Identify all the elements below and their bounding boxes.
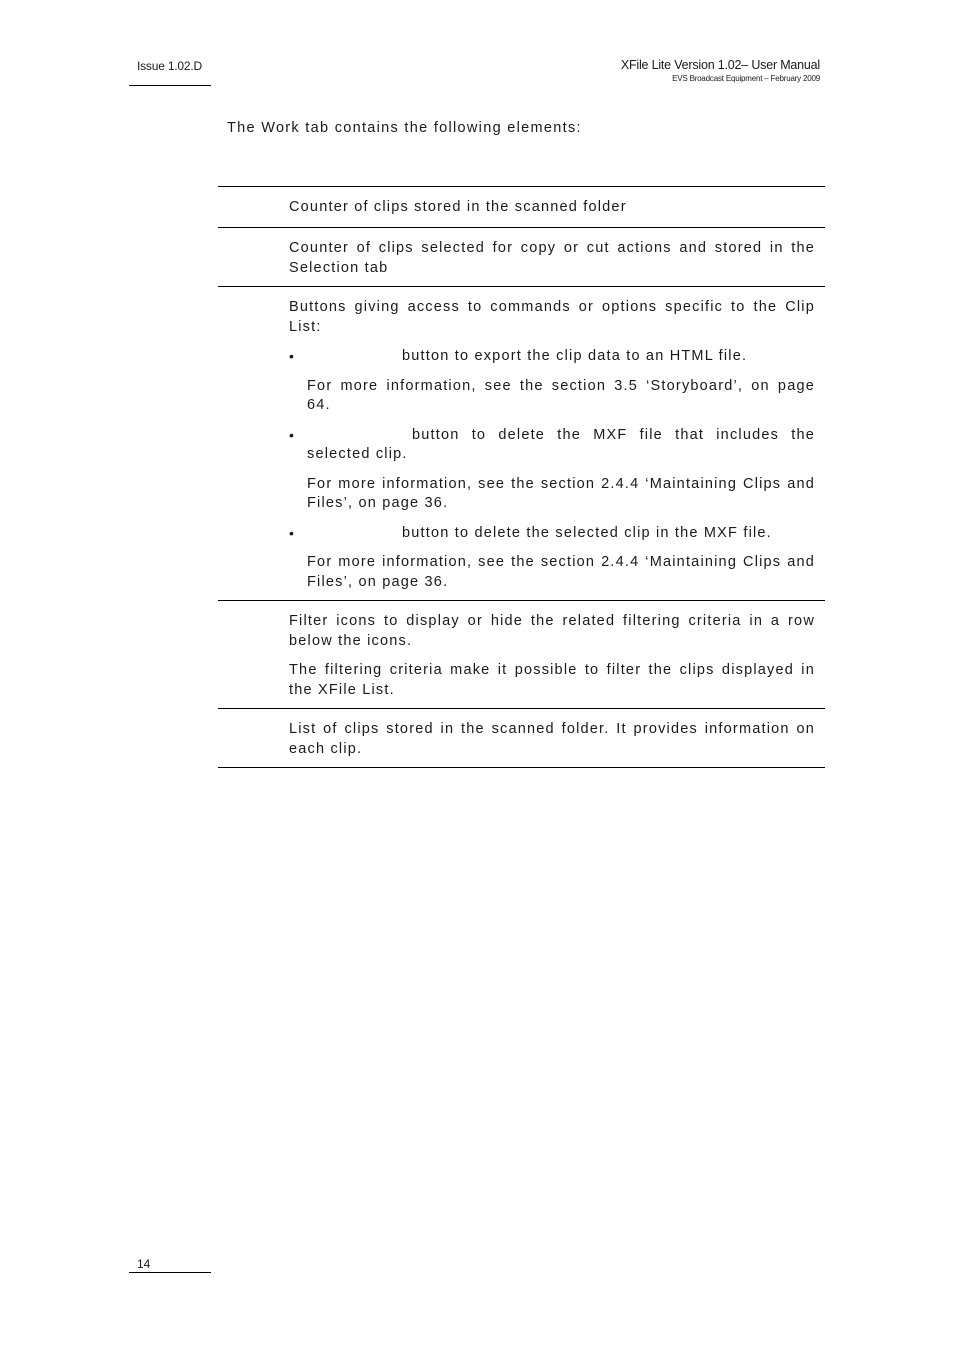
bullet-reference: For more information, see the section 3.5 ‘Storyboard’, on page 64. (307, 377, 815, 413)
elements-table (218, 186, 825, 768)
list-item (289, 347, 815, 367)
header-rule (129, 85, 211, 86)
bullet-reference: For more information, see the section 2.4.4 ‘Maintaining Clips and Files’, on page 36. (307, 475, 815, 511)
table-row (218, 601, 825, 709)
list-item (289, 426, 815, 465)
row-description: Counter of clips selected for copy or cut actions and stored in the Selection tab (289, 240, 815, 276)
row-description: Buttons giving access to commands or options specific to the Clip List: (289, 299, 815, 335)
header-block (621, 58, 820, 83)
bullet-text: button to export the clip data to an HTML file. (402, 348, 748, 364)
footer-rule (129, 1272, 211, 1273)
issue-label: Issue 1.02.D (137, 59, 202, 73)
bullet-icon: • (289, 524, 296, 541)
table-row (218, 187, 825, 228)
table-row (218, 228, 825, 287)
page-number: 14 (137, 1257, 151, 1271)
bullet-reference: For more information, see the section 2.4.4 ‘Maintaining Clips and Files’, on page 36. (307, 554, 815, 590)
row-description: Counter of clips stored in the scanned folder (289, 199, 627, 215)
row-description: List of clips stored in the scanned folder. It provides information on each clip. (289, 721, 815, 757)
table-row (218, 709, 825, 768)
table-row (218, 287, 825, 601)
bullet-icon: • (289, 348, 296, 364)
manual-subtitle: EVS Broadcast Equipment – February 2009 (672, 74, 820, 83)
row-description: The filtering criteria make it possible to filter the clips displayed in the XFile List. (289, 662, 815, 698)
manual-title: XFile Lite Version 1.02– User Manual (620, 58, 820, 72)
bullet-text: button to delete the selected clip in the MXF file. (402, 524, 772, 541)
intro-text: The Work tab contains the following elements: (227, 120, 582, 136)
list-item (289, 524, 815, 544)
bullet-icon: • (289, 426, 296, 443)
row-description: Filter icons to display or hide the related filtering criteria in a row below the icons. (289, 613, 815, 649)
bullet-text: button to delete the MXF file that includes the selected clip. (307, 426, 815, 462)
